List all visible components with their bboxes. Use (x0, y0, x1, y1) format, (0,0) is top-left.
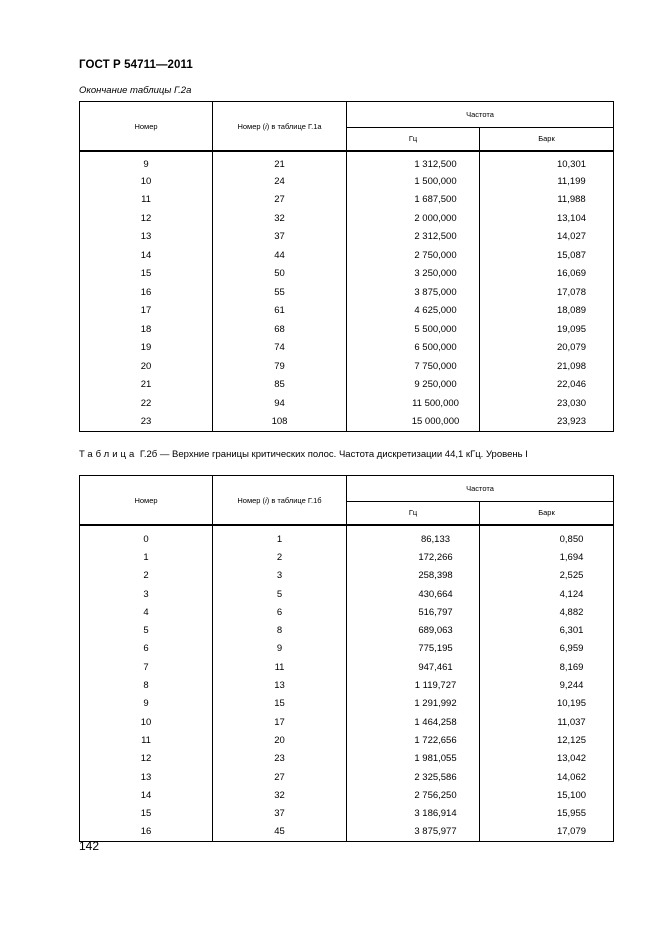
cell-number: 13 (80, 768, 213, 786)
cell-number: 10 (80, 172, 213, 191)
cell-bark: 15,087 (480, 246, 614, 265)
table1-caption: Окончание таблицы Г.2а (79, 85, 192, 96)
cell-number: 17 (80, 302, 213, 321)
cell-hz: 3 250,000 (347, 265, 480, 284)
cell-number: 1 (80, 548, 213, 566)
cell-hz: 9 250,000 (347, 376, 480, 395)
cell-index: 23 (213, 750, 347, 768)
cell-hz: 2 750,000 (347, 246, 480, 265)
table-row (80, 731, 614, 749)
cell-number: 13 (80, 228, 213, 247)
cell-index: 94 (213, 394, 347, 413)
cell-bark: 8,169 (480, 658, 614, 676)
cell-index: 79 (213, 357, 347, 376)
cell-hz: 11 500,000 (347, 394, 480, 413)
cell-number: 7 (80, 658, 213, 676)
cell-number: 18 (80, 320, 213, 339)
table-row (80, 786, 614, 804)
cell-hz: 3 875,977 (347, 823, 480, 842)
table-row (80, 413, 614, 432)
cell-index: 50 (213, 265, 347, 284)
cell-index: 21 (213, 151, 347, 172)
cell-hz: 258,398 (347, 567, 480, 585)
cell-hz: 1 119,727 (347, 676, 480, 694)
table-row (80, 320, 614, 339)
cell-number: 14 (80, 246, 213, 265)
cell-index: 32 (213, 786, 347, 804)
cell-index: 1 (213, 525, 347, 548)
cell-number: 4 (80, 603, 213, 621)
cell-hz: 6 500,000 (347, 339, 480, 358)
cell-hz: 7 750,000 (347, 357, 480, 376)
table-row (80, 804, 614, 822)
cell-hz: 2 325,586 (347, 768, 480, 786)
cell-index: 45 (213, 823, 347, 842)
cell-bark: 11,199 (480, 172, 614, 191)
table-row (80, 339, 614, 358)
cell-hz: 1 981,055 (347, 750, 480, 768)
cell-index: 37 (213, 228, 347, 247)
cell-index: 108 (213, 413, 347, 432)
cell-hz: 430,664 (347, 585, 480, 603)
cell-bark: 14,027 (480, 228, 614, 247)
cell-index: 13 (213, 676, 347, 694)
column-header-bark: Барк (480, 127, 614, 151)
cell-hz: 2 756,250 (347, 786, 480, 804)
document-header: ГОСТ Р 54711—2011 (79, 59, 193, 71)
cell-hz: 1 291,992 (347, 695, 480, 713)
column-header-frequency: Частота (347, 102, 614, 128)
cell-index: 2 (213, 548, 347, 566)
cell-bark: 13,042 (480, 750, 614, 768)
table-row (80, 191, 614, 210)
column-header-index: Номер (i) в таблице Г.1б (213, 476, 347, 526)
table2 (79, 475, 614, 842)
cell-hz: 172,266 (347, 548, 480, 566)
cell-number: 23 (80, 413, 213, 432)
column-header-number: Номер (80, 102, 213, 152)
table-row (80, 394, 614, 413)
table-row (80, 151, 614, 172)
cell-bark: 14,062 (480, 768, 614, 786)
cell-hz: 86,133 (347, 525, 480, 548)
cell-index: 9 (213, 640, 347, 658)
cell-index: 37 (213, 804, 347, 822)
cell-bark: 1,694 (480, 548, 614, 566)
cell-bark: 23,923 (480, 413, 614, 432)
cell-index: 27 (213, 768, 347, 786)
column-header-frequency: Частота (347, 476, 614, 502)
cell-index: 55 (213, 283, 347, 302)
cell-number: 0 (80, 525, 213, 548)
cell-bark: 20,079 (480, 339, 614, 358)
cell-index: 68 (213, 320, 347, 339)
cell-number: 15 (80, 265, 213, 284)
table1-body (80, 151, 614, 432)
cell-hz: 4 625,000 (347, 302, 480, 321)
table-row (80, 768, 614, 786)
table1 (79, 101, 614, 432)
table-row (80, 265, 614, 284)
cell-hz: 1 500,000 (347, 172, 480, 191)
cell-bark: 12,125 (480, 731, 614, 749)
cell-number: 12 (80, 750, 213, 768)
cell-bark: 15,955 (480, 804, 614, 822)
cell-bark: 21,098 (480, 357, 614, 376)
table-row (80, 750, 614, 768)
cell-number: 22 (80, 394, 213, 413)
cell-hz: 689,063 (347, 621, 480, 639)
cell-index: 5 (213, 585, 347, 603)
table-row (80, 246, 614, 265)
cell-hz: 15 000,000 (347, 413, 480, 432)
table-row (80, 713, 614, 731)
cell-index: 32 (213, 209, 347, 228)
cell-hz: 516,797 (347, 603, 480, 621)
cell-number: 12 (80, 209, 213, 228)
cell-number: 20 (80, 357, 213, 376)
cell-number: 9 (80, 151, 213, 172)
column-header-index: Номер (i) в таблице Г.1а (213, 102, 347, 152)
cell-index: 85 (213, 376, 347, 395)
cell-hz: 2 312,500 (347, 228, 480, 247)
table-row (80, 603, 614, 621)
cell-bark: 2,525 (480, 567, 614, 585)
table-row (80, 357, 614, 376)
cell-index: 27 (213, 191, 347, 210)
cell-number: 16 (80, 283, 213, 302)
cell-number: 15 (80, 804, 213, 822)
cell-index: 61 (213, 302, 347, 321)
cell-index: 20 (213, 731, 347, 749)
cell-index: 44 (213, 246, 347, 265)
cell-hz: 1 687,500 (347, 191, 480, 210)
table-row (80, 302, 614, 321)
cell-bark: 6,301 (480, 621, 614, 639)
table-row (80, 585, 614, 603)
cell-number: 21 (80, 376, 213, 395)
cell-index: 15 (213, 695, 347, 713)
table-row (80, 376, 614, 395)
column-header-hz: Гц (347, 127, 480, 151)
cell-bark: 4,124 (480, 585, 614, 603)
column-header-bark: Барк (480, 501, 614, 525)
cell-number: 19 (80, 339, 213, 358)
cell-index: 3 (213, 567, 347, 585)
table-row (80, 548, 614, 566)
cell-hz: 775,195 (347, 640, 480, 658)
cell-number: 14 (80, 786, 213, 804)
page-number: 142 (79, 839, 100, 853)
table-row (80, 676, 614, 694)
cell-number: 11 (80, 191, 213, 210)
cell-number: 11 (80, 731, 213, 749)
cell-number: 9 (80, 695, 213, 713)
cell-index: 11 (213, 658, 347, 676)
table-row (80, 525, 614, 548)
table-row (80, 567, 614, 585)
cell-index: 74 (213, 339, 347, 358)
cell-bark: 10,195 (480, 695, 614, 713)
table2-caption-text: Г.2б — Верхние границы критических полос. Частота дискретизации 44,1 кГц. Уровень I (137, 449, 528, 460)
cell-bark: 17,079 (480, 823, 614, 842)
table-row (80, 823, 614, 842)
table-row (80, 228, 614, 247)
table2-body (80, 525, 614, 842)
cell-number: 16 (80, 823, 213, 842)
cell-bark: 16,069 (480, 265, 614, 284)
table-row (80, 283, 614, 302)
cell-index: 6 (213, 603, 347, 621)
table2-caption (79, 449, 528, 460)
cell-bark: 13,104 (480, 209, 614, 228)
table-row (80, 695, 614, 713)
cell-bark: 0,850 (480, 525, 614, 548)
cell-hz: 2 000,000 (347, 209, 480, 228)
column-header-number: Номер (80, 476, 213, 526)
table-row (80, 209, 614, 228)
cell-hz: 1 312,500 (347, 151, 480, 172)
table-row (80, 621, 614, 639)
cell-number: 8 (80, 676, 213, 694)
table2-caption-label: Таблица (79, 449, 138, 460)
table-row (80, 658, 614, 676)
cell-bark: 4,882 (480, 603, 614, 621)
cell-bark: 15,100 (480, 786, 614, 804)
table-row (80, 640, 614, 658)
cell-hz: 5 500,000 (347, 320, 480, 339)
cell-bark: 18,089 (480, 302, 614, 321)
cell-bark: 11,988 (480, 191, 614, 210)
cell-hz: 3 875,000 (347, 283, 480, 302)
cell-index: 17 (213, 713, 347, 731)
cell-bark: 6,959 (480, 640, 614, 658)
cell-hz: 1 464,258 (347, 713, 480, 731)
cell-bark: 10,301 (480, 151, 614, 172)
cell-index: 8 (213, 621, 347, 639)
cell-index: 24 (213, 172, 347, 191)
cell-bark: 23,030 (480, 394, 614, 413)
cell-number: 3 (80, 585, 213, 603)
cell-number: 6 (80, 640, 213, 658)
cell-number: 2 (80, 567, 213, 585)
cell-number: 10 (80, 713, 213, 731)
cell-bark: 19,095 (480, 320, 614, 339)
cell-number: 5 (80, 621, 213, 639)
cell-hz: 947,461 (347, 658, 480, 676)
table-row (80, 172, 614, 191)
cell-bark: 9,244 (480, 676, 614, 694)
cell-bark: 17,078 (480, 283, 614, 302)
column-header-hz: Гц (347, 501, 480, 525)
cell-hz: 1 722,656 (347, 731, 480, 749)
cell-bark: 22,046 (480, 376, 614, 395)
cell-hz: 3 186,914 (347, 804, 480, 822)
cell-bark: 11,037 (480, 713, 614, 731)
